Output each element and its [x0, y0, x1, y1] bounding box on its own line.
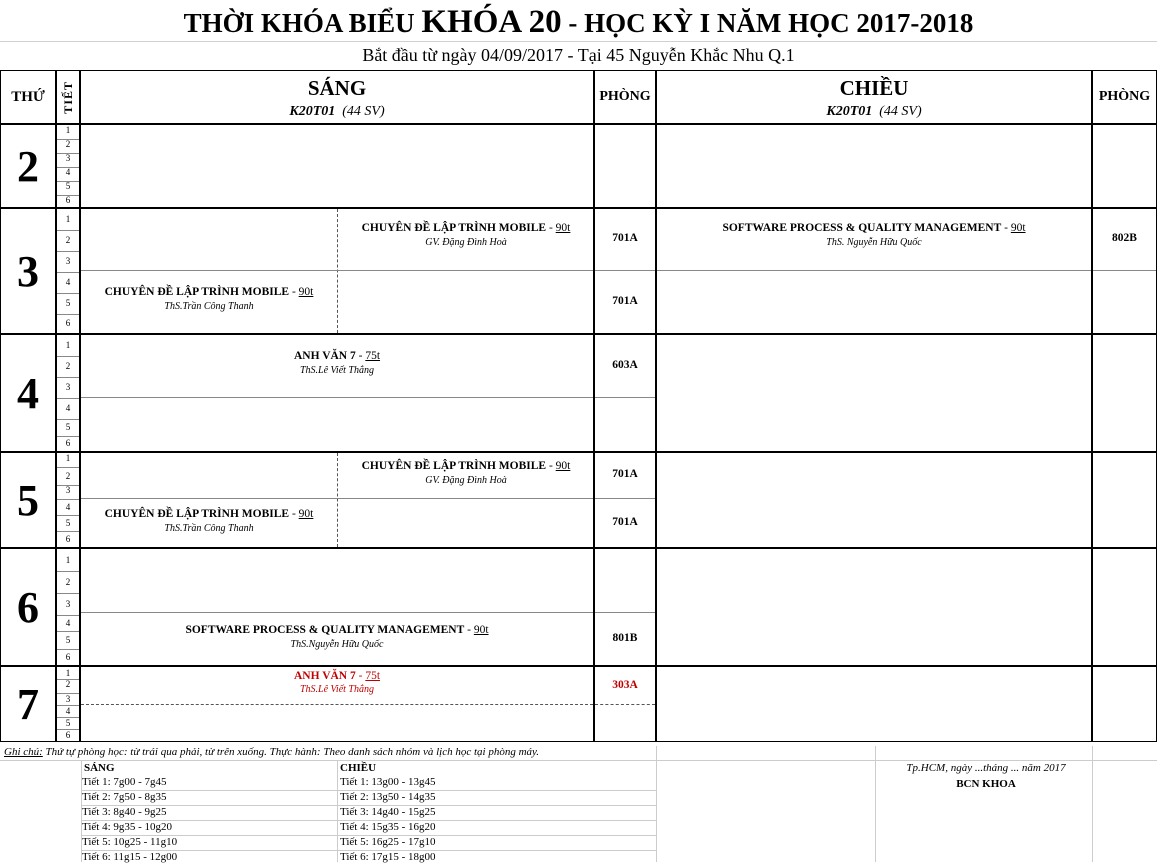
period-5: 5	[57, 293, 79, 315]
teacher: GV. Đặng Đình Hoà	[425, 475, 507, 486]
period-3: 3	[57, 693, 79, 706]
room-label: 603A	[612, 359, 638, 371]
d5-class-mobile-right	[338, 460, 594, 486]
time-row: Tiết 4: 9g35 - 10g20	[82, 821, 338, 836]
time-row: Tiết 5: 10g25 - 11g10	[82, 836, 338, 851]
period-6: 6	[65, 730, 71, 740]
periods-day-2	[56, 124, 80, 208]
period-3: 3	[57, 153, 79, 168]
d5-midline	[81, 498, 593, 499]
time-row: Tiết 6: 17g15 - 18g00	[340, 851, 436, 863]
periods-day-3	[56, 208, 80, 334]
class-title: ANH VĂN 7 - 75t	[293, 670, 381, 682]
d3-afternoon-midline	[657, 270, 1091, 271]
d4-afternoon	[656, 334, 1092, 452]
period-4: 4	[57, 167, 79, 182]
header-room-afternoon: PHÒNG	[1092, 70, 1157, 124]
room-label: 701A	[612, 468, 638, 480]
period-2: 2	[57, 679, 79, 694]
class-title: CHUYÊN ĐỀ LẬP TRÌNH MOBILE - 90t	[104, 508, 314, 520]
period-6: 6	[65, 195, 71, 205]
d3-room-midline	[595, 270, 655, 271]
period-5: 5	[57, 515, 79, 532]
d5-class-mobile-left	[81, 508, 337, 534]
header-afternoon-class	[657, 104, 1091, 120]
header-tiet	[56, 70, 80, 124]
period-2: 2	[57, 356, 79, 378]
day-cell-5: 5	[0, 452, 56, 548]
d3-class-software	[657, 222, 1091, 248]
day-cell-2: 2	[0, 124, 56, 208]
teacher: GV. Đặng Đình Hoà	[425, 237, 507, 248]
period-6: 6	[65, 438, 71, 448]
class-code: K20T01	[826, 104, 873, 119]
period-5: 5	[57, 631, 79, 650]
day-cell-7: 7	[0, 666, 56, 742]
footer-date-line: Tp.HCM, ngày ...tháng ... năm 2017	[906, 762, 1066, 774]
d4-class-english	[81, 350, 593, 376]
time-row: Tiết 3: 8g40 - 9g25	[82, 806, 338, 821]
teacher: ThS. Nguyễn Hữu Quốc	[826, 237, 922, 248]
period-3: 3	[57, 251, 79, 273]
footer-note	[4, 746, 704, 758]
footer-gridline	[0, 760, 1157, 761]
header-room-morning: PHÒNG	[594, 70, 656, 124]
teacher: ThS.Trần Công Thanh	[164, 523, 254, 534]
class-code: K20T01	[289, 104, 336, 119]
period-1: 1	[57, 209, 79, 231]
d5-afternoon	[656, 452, 1092, 548]
period-3: 3	[57, 377, 79, 399]
d7-midline	[81, 704, 593, 705]
period-4: 4	[57, 615, 79, 632]
d6-room-midline	[595, 612, 655, 613]
header-afternoon	[656, 70, 1092, 124]
period-2: 2	[57, 467, 79, 486]
footer-vline-4	[875, 746, 876, 862]
time-row: Tiết 2: 13g50 - 14g35	[338, 791, 656, 806]
room-label: 802B	[1112, 232, 1137, 244]
teacher: ThS.Trần Công Thanh	[164, 301, 254, 312]
teacher: ThS.Nguyễn Hữu Quốc	[290, 639, 384, 650]
class-title: SOFTWARE PROCESS & QUALITY MANAGEMENT - 90t	[722, 222, 1026, 234]
title-course: KHÓA 20	[421, 4, 562, 40]
period-5: 5	[57, 717, 79, 730]
teacher: ThS.Lê Viết Thắng	[300, 365, 374, 376]
d6-afternoon-room	[1092, 548, 1157, 666]
time-row: Tiết 6: 11g15 - 12g00	[82, 851, 178, 863]
room-label: 303A	[612, 679, 638, 691]
d4-morning-room	[594, 334, 656, 452]
header-tiet-label: TIẾT	[60, 80, 75, 114]
period-6: 6	[65, 652, 71, 662]
d2-afternoon	[656, 124, 1092, 208]
footer-signature: BCN KHOA	[956, 778, 1016, 790]
class-title: CHUYÊN ĐỀ LẬP TRÌNH MOBILE - 90t	[361, 460, 571, 472]
afternoon-times-list	[338, 776, 656, 865]
day-cell-3: 3	[0, 208, 56, 334]
class-title: CHUYÊN ĐỀ LẬP TRÌNH MOBILE - 90t	[361, 222, 571, 234]
period-6: 6	[65, 318, 71, 328]
footer-morning-title: SÁNG	[84, 762, 115, 774]
header-thu: THỨ	[0, 70, 56, 124]
subtitle: Bắt đầu từ ngày 04/09/2017 - Tại 45 Nguyễn Khắc Nhu Q.1	[362, 45, 795, 65]
time-row: Tiết 3: 14g40 - 15g25	[338, 806, 656, 821]
time-row: Tiết 2: 7g50 - 8g35	[82, 791, 338, 806]
period-6: 6	[65, 534, 71, 544]
period-4: 4	[57, 272, 79, 294]
period-1: 1	[57, 335, 79, 357]
d2-morning-room	[594, 124, 656, 208]
note-label: Ghi chú:	[4, 746, 43, 758]
d4-midline	[81, 397, 593, 398]
period-3: 3	[57, 485, 79, 500]
d5-afternoon-room	[1092, 452, 1157, 548]
class-title: ANH VĂN 7 - 75t	[293, 350, 381, 362]
d7-afternoon	[656, 666, 1092, 742]
room-label: 801B	[612, 632, 638, 644]
time-row: Tiết 5: 16g25 - 17g10	[338, 836, 656, 851]
time-row: Tiết 4: 15g35 - 16g20	[338, 821, 656, 836]
d3-morning-room	[594, 208, 656, 334]
periods-day-7	[56, 666, 80, 742]
room-label: 701A	[612, 516, 638, 528]
footer-vline-2	[337, 760, 338, 862]
day-cell-6: 6	[0, 548, 56, 666]
period-2: 2	[57, 139, 79, 154]
d6-class-software	[81, 624, 593, 650]
period-1: 1	[57, 549, 79, 572]
d5-room-midline	[595, 498, 655, 499]
time-row: Tiết 1: 13g00 - 13g45	[338, 776, 656, 791]
class-size: (44 SV)	[879, 104, 922, 119]
d4-room-midline	[595, 397, 655, 398]
d5-morning-room	[594, 452, 656, 548]
period-1: 1	[57, 125, 79, 140]
room-label: 701A	[612, 232, 638, 244]
period-1: 1	[57, 667, 79, 680]
header-morning-label: SÁNG	[307, 76, 367, 100]
title-suffix: - HỌC KỲ I NĂM HỌC 2017-2018	[561, 8, 974, 38]
teacher: ThS.Lê Viết Thắng	[300, 684, 374, 695]
periods-day-6	[56, 548, 80, 666]
d3-aroom-midline	[1093, 270, 1156, 271]
d7-class-english	[81, 670, 593, 695]
morning-times-list	[82, 776, 338, 865]
d4-afternoon-room	[1092, 334, 1157, 452]
d3-class-mobile-left	[81, 286, 337, 312]
period-5: 5	[57, 419, 79, 437]
period-3: 3	[57, 593, 79, 616]
class-title: CHUYÊN ĐỀ LẬP TRÌNH MOBILE - 90t	[104, 286, 314, 298]
period-5: 5	[57, 181, 79, 196]
footer-vline-1	[81, 760, 82, 862]
room-label: 701A	[612, 295, 638, 307]
period-4: 4	[57, 705, 79, 718]
d6-morning-room	[594, 548, 656, 666]
footer-afternoon-title: CHIỀU	[340, 762, 377, 774]
period-1: 1	[57, 453, 79, 468]
d3-afternoon-room	[1092, 208, 1157, 334]
header-morning	[80, 70, 594, 124]
period-4: 4	[57, 398, 79, 420]
periods-day-4	[56, 334, 80, 452]
time-row: Tiết 1: 7g00 - 7g45	[82, 776, 338, 791]
d6-afternoon	[656, 548, 1092, 666]
day-cell-4: 4	[0, 334, 56, 452]
d7-afternoon-room	[1092, 666, 1157, 742]
period-2: 2	[57, 571, 79, 594]
header-morning-class	[81, 104, 593, 120]
period-4: 4	[57, 499, 79, 516]
footer-vline-5	[1092, 746, 1093, 862]
d2-afternoon-room	[1092, 124, 1157, 208]
footer-vline-3	[656, 746, 657, 862]
periods-day-5	[56, 452, 80, 548]
note-text: Thứ tự phòng học: từ trái qua phải, từ trên xuống. Thực hành: Theo danh sách nhóm và lịch học tại phòng máy.	[42, 746, 540, 758]
class-size: (44 SV)	[342, 104, 385, 119]
period-2: 2	[57, 230, 79, 252]
page-title	[0, 0, 1157, 42]
d2-morning	[80, 124, 594, 208]
d3-midline	[81, 270, 593, 271]
title-prefix: THỜI KHÓA BIỂU	[183, 8, 422, 38]
d7-room-midline	[595, 704, 655, 705]
class-title: SOFTWARE PROCESS & QUALITY MANAGEMENT - 90t	[185, 624, 489, 636]
header-afternoon-label: CHIỀU	[839, 76, 909, 100]
d3-class-mobile-right	[338, 222, 594, 248]
d6-midline	[81, 612, 593, 613]
